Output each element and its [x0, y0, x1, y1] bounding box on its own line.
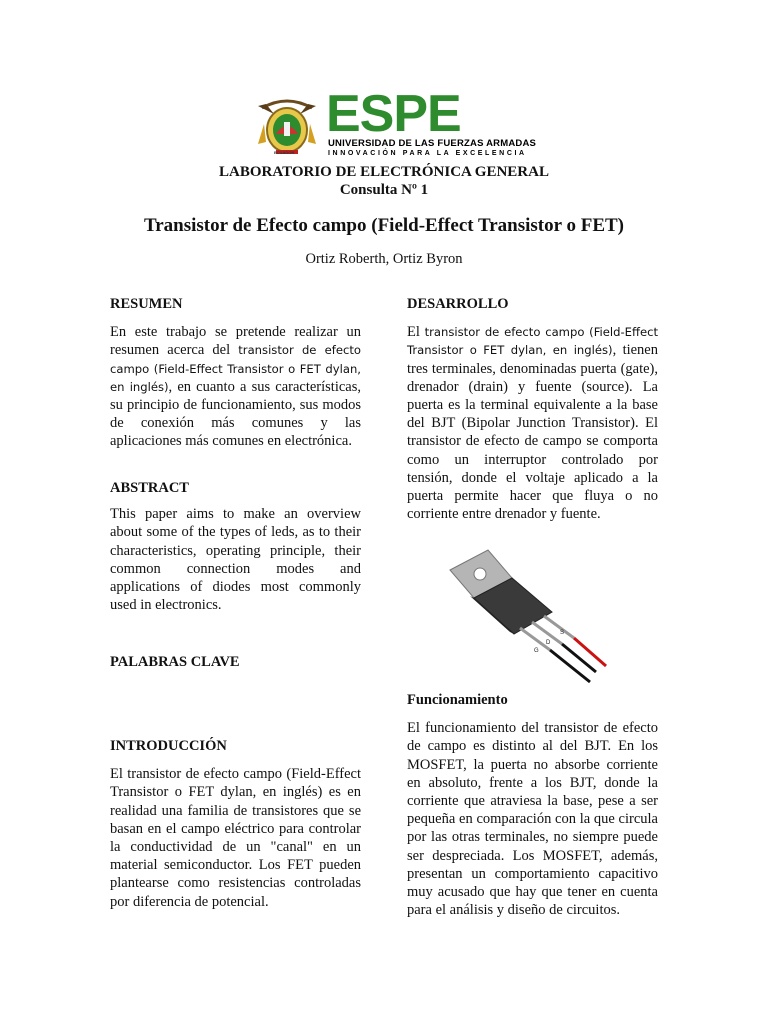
- abstract-text: This paper aims to make an overview about some of the types of leds, as to their characteristics, operating principle, their common connection modes and applications of diodes most commonly used in electronics.: [110, 506, 361, 614]
- seal-label: ECUADOR: [274, 150, 295, 155]
- paper-title: Transistor de Efecto campo (Field-Effect Transistor o FET): [143, 215, 625, 236]
- palabras-heading: PALABRAS CLAVE: [110, 654, 240, 670]
- gate-wire: [550, 650, 590, 682]
- resumen-heading: RESUMEN: [110, 296, 183, 312]
- desarrollo-text: El transistor de efecto campo (Field-Effect Transistor o FET dylan, en inglés), tienen tres terminales, denominadas puerta (gate), drenador (drain) y fuente (source). La puerta es la terminal equivalente a la base del BJT (Bipolar Junction Transistor). El transistor de efecto de campo se comporta como un interruptor controlado por tensión, donde el voltaje aplicado a la puerta permite hacer que fluya o no corriente entre drenador y fuente.: [407, 324, 659, 523]
- logo-university: UNIVERSIDAD DE LAS FUERZAS ARMADAS: [328, 138, 537, 149]
- resumen-text: En este trabajo se pretende realizar un resumen acerca del transistor de efecto campo (Field-Effect Transistor o FET dylan, en inglés), en cuanto a sus características, su principio de funcionamiento, sus modos de conexión más comunes y las aplicaciones más comunes en electrónica.: [110, 324, 361, 450]
- gate-label: G: [534, 648, 539, 654]
- abstract-section: [110, 479, 361, 614]
- intro-section: [110, 737, 361, 911]
- source-wire: [574, 638, 606, 666]
- desarrollo-section: [407, 295, 658, 523]
- palabras-section: [110, 653, 361, 671]
- funcionamiento-text: El funcionamiento del transistor de efecto de campo es distinto al del BJT. En los MOSFET, la puerta no absorbe corriente en absoluto, frente a los BJT, donde la corriente que atraviesa la base, pese a ser pequeña en comparación con la que circula por las otras terminales, no siempre puede ser despreciada. Los MOSFET, además, presentan un comportamiento capacitivo muy acusado que hay que tener en cuenta para el análisis y diseño de circuitos.: [407, 720, 658, 919]
- resumen-sans-term: transistor de efecto campo (Field-Effect Transistor o FET dylan, en inglés): [110, 343, 361, 394]
- abstract-heading: ABSTRACT: [110, 480, 189, 496]
- logo-word: ESPE: [326, 85, 461, 143]
- lab-title: LABORATORIO DE ELECTRÓNICA GENERAL: [219, 164, 549, 180]
- desarrollo-sans-term: transistor de efecto campo (Field-Effect Transistor o FET dylan, en inglés): [407, 325, 659, 358]
- intro-text: El transistor de efecto campo (Field-Effect Transistor o FET dylan, en inglés) es en realidad una familia de transistores que se basan en el campo eléctrico para controlar la conductividad de un "canal" en un material semiconductor. Los FET pueden plantearse como resistencias controladas por diferencia de potencial.: [110, 766, 361, 910]
- consulta-number: Consulta Nº 1: [339, 182, 429, 198]
- espe-logo: [256, 85, 537, 164]
- source-label: S: [560, 630, 565, 636]
- desarrollo-heading: DESARROLLO: [407, 296, 509, 312]
- logo-tagline: INNOVACIÓN PARA LA EXCELENCIA: [328, 150, 527, 157]
- drain-label: D: [546, 640, 551, 646]
- funcionamiento-heading: Funcionamiento: [407, 692, 508, 708]
- resumen-section: [110, 295, 361, 451]
- authors: Ortiz Roberth, Ortiz Byron: [305, 251, 463, 267]
- fet-transistor-figure: [440, 548, 610, 686]
- intro-heading: INTRODUCCIÓN: [110, 738, 227, 754]
- drain-wire: [562, 644, 596, 672]
- funcionamiento-section: [407, 691, 658, 919]
